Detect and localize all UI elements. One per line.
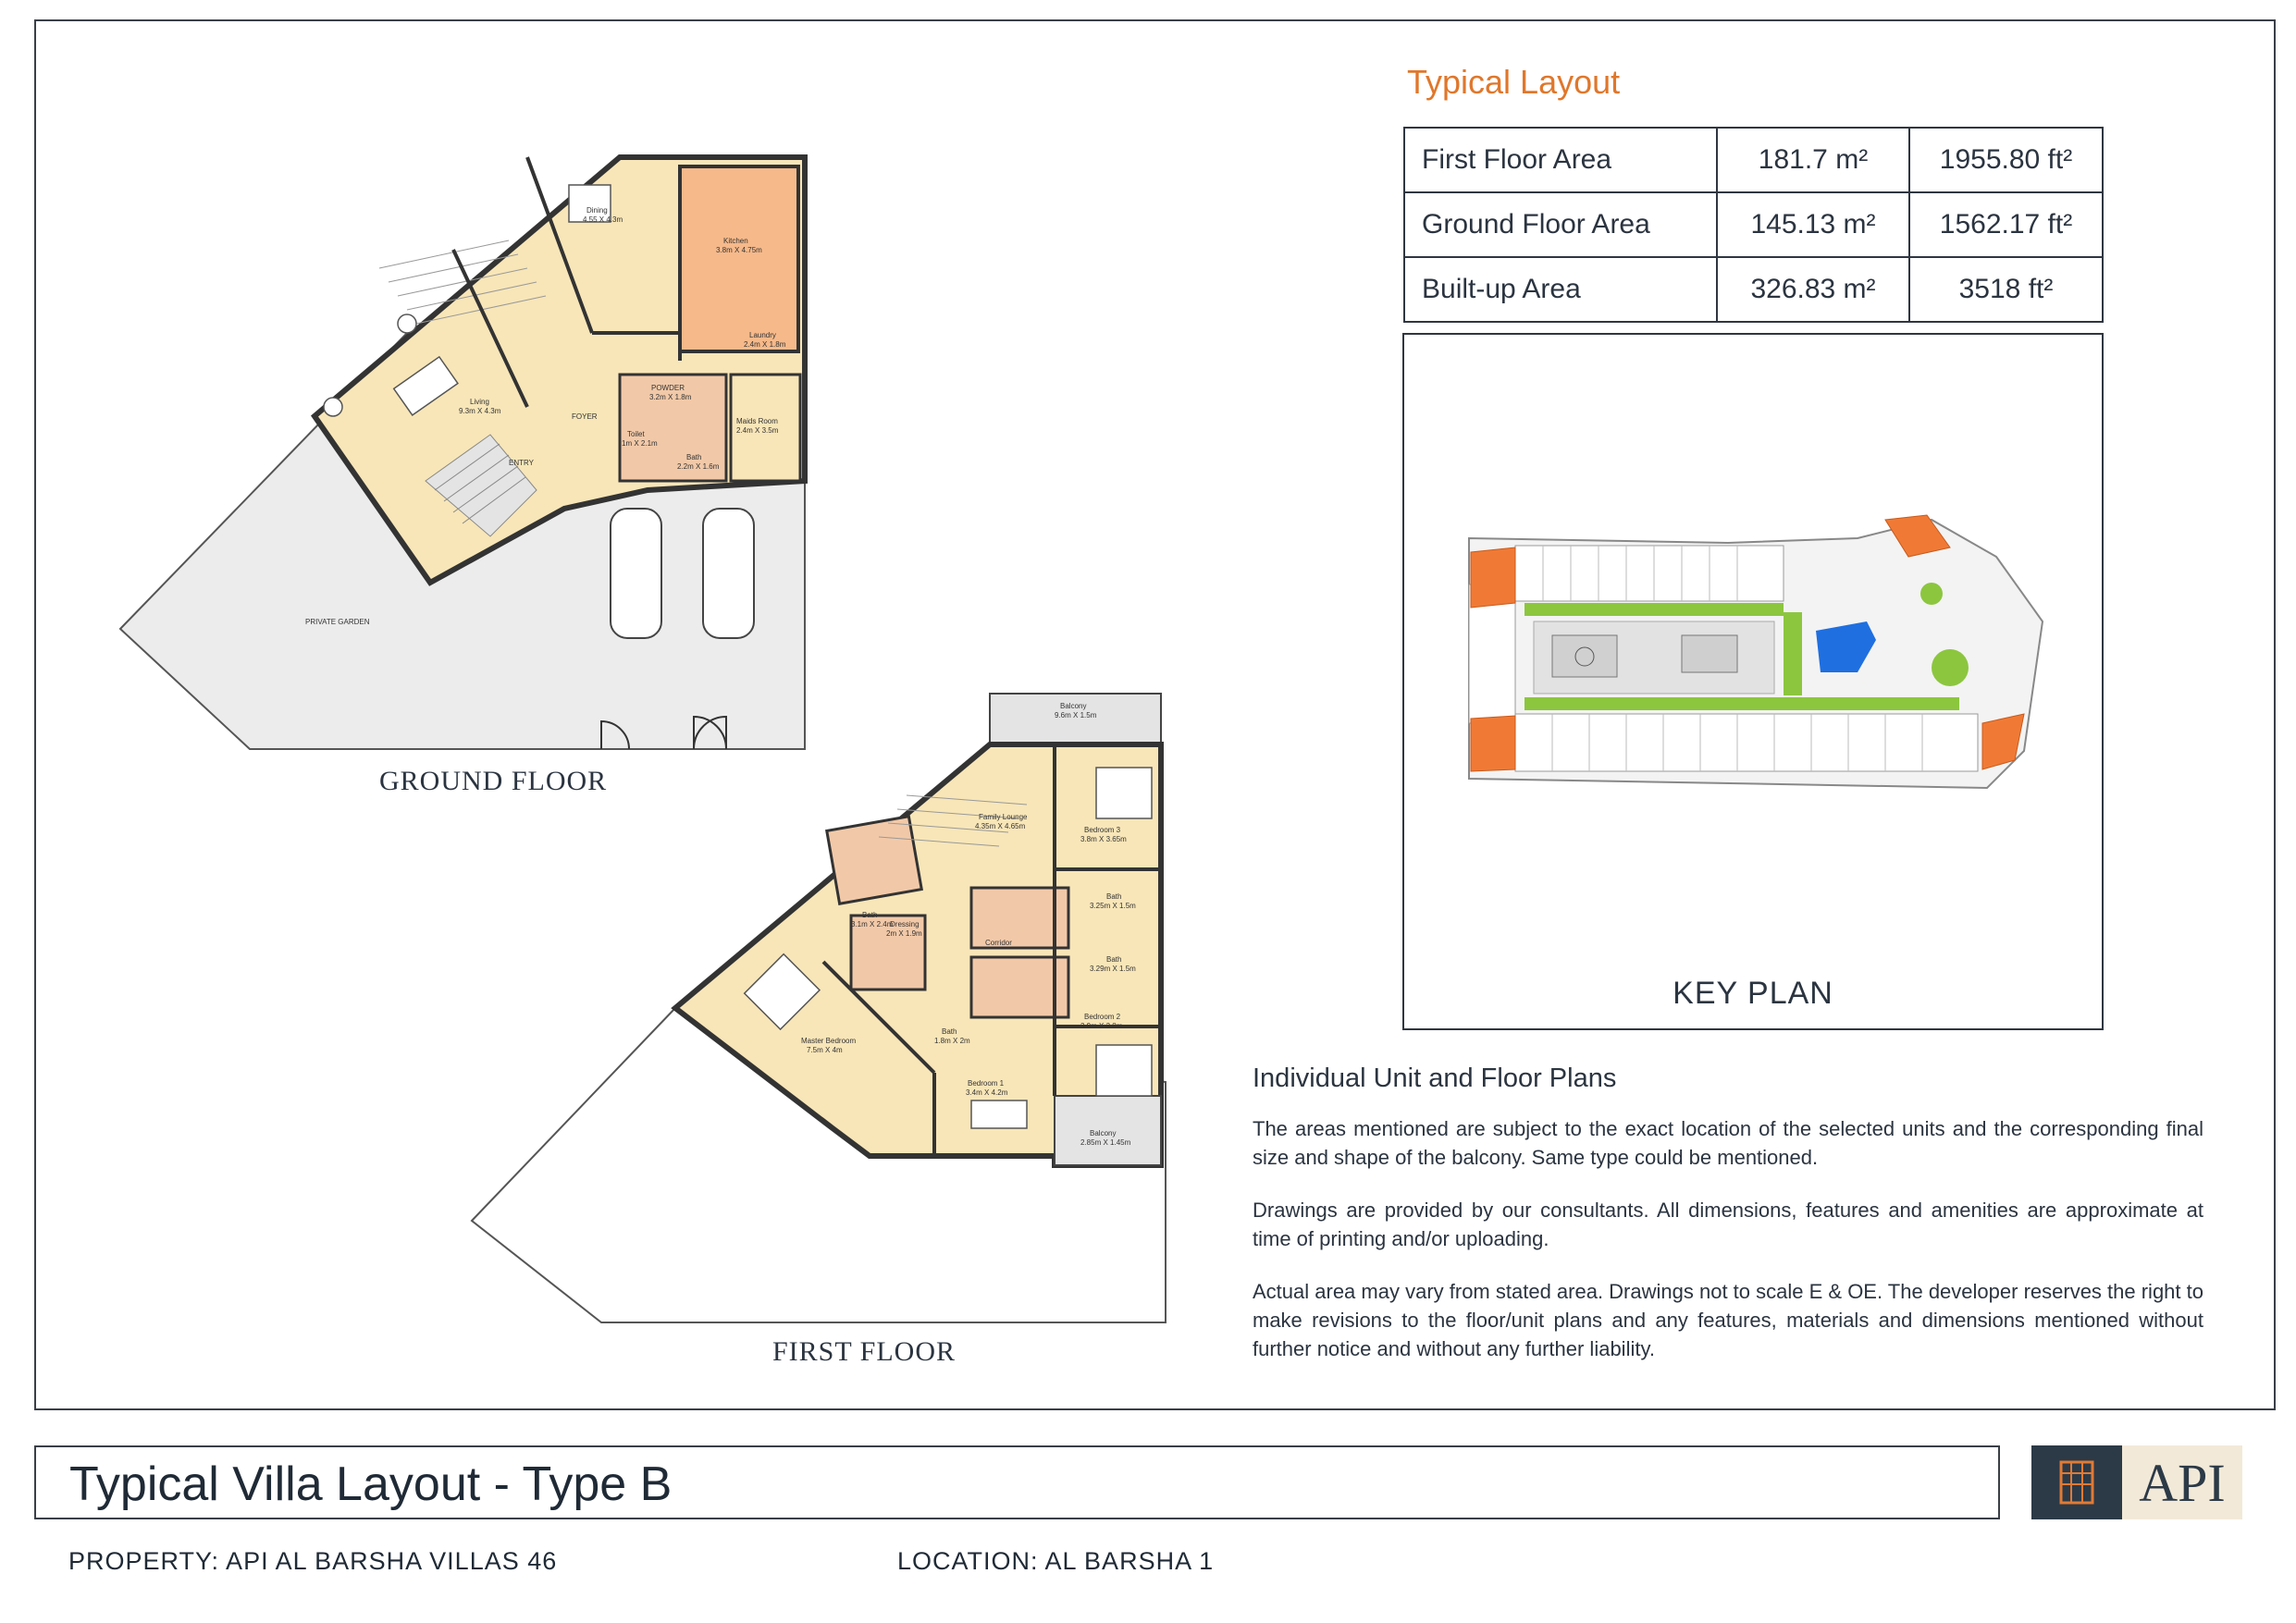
ff-balcony-top-dim: 9.6m X 1.5m xyxy=(1055,711,1097,719)
layout-title: Typical Layout xyxy=(1407,63,1621,101)
gf-powder-dim: 3.2m X 1.8m xyxy=(649,393,692,401)
ff-master-label: Master Bedroom xyxy=(801,1037,857,1045)
ff-bath-d-label: Bath xyxy=(942,1027,957,1036)
ff-bath-a-dim: 3.1m X 2.4m xyxy=(851,920,894,928)
ground-floor-plan xyxy=(120,157,805,749)
ff-balcony-bot-label: Balcony xyxy=(1090,1129,1117,1137)
notes-paragraph: Drawings are provided by our consultants. All dimensions, features and amenities are approximate at time of printing and/or uploading. xyxy=(1253,1199,2203,1250)
notes-heading: Individual Unit and Floor Plans xyxy=(1253,1064,1617,1093)
api-logo xyxy=(2031,1445,2242,1519)
notes-section xyxy=(1253,1064,2203,1387)
key-plan-label: KEY PLAN xyxy=(1673,976,1833,1011)
key-plan-box xyxy=(1402,333,2104,1030)
gf-dining-label: Dining xyxy=(586,206,608,215)
table-row xyxy=(1404,128,2103,192)
ff-bath-c-label: Bath xyxy=(1106,955,1122,964)
gf-toilet-dim: 1m X 2.1m xyxy=(622,439,658,448)
gf-entry-label: ENTRY xyxy=(509,459,534,467)
gf-living-dim: 9.3m X 4.3m xyxy=(459,407,501,415)
gf-kitchen-dim: 3.8m X 4.75m xyxy=(716,246,762,254)
area-metric: 181.7 m² xyxy=(1717,128,1909,192)
gf-bath-label: Bath xyxy=(686,453,702,461)
ff-dressing-dim: 2m X 1.9m xyxy=(886,929,922,938)
ff-bed3-dim: 3.8m X 3.65m xyxy=(1080,835,1127,843)
gf-maids-label: Maids Room xyxy=(736,417,778,425)
gf-toilet-label: Toilet xyxy=(627,430,645,438)
gf-maids-dim: 2.4m X 3.5m xyxy=(736,426,779,435)
area-metric: 326.83 m² xyxy=(1717,257,1909,322)
area-label: Built-up Area xyxy=(1404,257,1717,322)
first-floor-label: FIRST FLOOR xyxy=(772,1336,957,1367)
ff-bath-a-label: Bath xyxy=(862,911,878,919)
ff-bath-c-dim: 3.29m X 1.5m xyxy=(1090,965,1136,973)
ff-bed2-label: Bedroom 2 xyxy=(1084,1013,1121,1021)
floor-plans-drawing xyxy=(102,102,1240,1341)
ff-balcony-bot-dim: 2.85m X 1.45m xyxy=(1080,1138,1131,1147)
area-table xyxy=(1403,127,2104,323)
ff-family-label: Family Lounge xyxy=(979,813,1028,821)
gf-dining-dim: 4.55 X 4.3m xyxy=(583,215,623,224)
gf-garden-label: PRIVATE GARDEN xyxy=(305,618,370,626)
table-row xyxy=(1404,257,2103,322)
key-plan-map xyxy=(1450,483,2061,825)
area-imperial: 1955.80 ft² xyxy=(1909,128,2103,192)
ff-bed1-dim: 3.4m X 4.2m xyxy=(966,1088,1008,1097)
ff-balcony-top-label: Balcony xyxy=(1060,702,1087,710)
area-imperial: 1562.17 ft² xyxy=(1909,192,2103,257)
ff-bath-b-dim: 3.25m X 1.5m xyxy=(1090,902,1136,910)
table-row xyxy=(1404,192,2103,257)
page-title: Typical Villa Layout - Type B xyxy=(69,1457,673,1511)
ff-corridor-label: Corridor xyxy=(985,939,1012,947)
gf-bath-dim: 2.2m X 1.6m xyxy=(677,462,720,471)
ff-master-dim: 7.5m X 4m xyxy=(807,1046,843,1054)
ff-bed3-label: Bedroom 3 xyxy=(1084,826,1121,834)
logo-text: API xyxy=(2122,1445,2242,1519)
area-imperial: 3518 ft² xyxy=(1909,257,2103,322)
gf-foyer-label: FOYER xyxy=(572,412,598,421)
area-label: First Floor Area xyxy=(1404,128,1717,192)
gf-powder-label: POWDER xyxy=(651,384,685,392)
property-line: PROPERTY: API AL BARSHA VILLAS 46 xyxy=(68,1547,558,1575)
gf-kitchen-label: Kitchen xyxy=(723,237,748,245)
gf-laundry-dim: 2.4m X 1.8m xyxy=(744,340,786,349)
logo-mark xyxy=(2031,1445,2122,1519)
area-label: Ground Floor Area xyxy=(1404,192,1717,257)
title-bar xyxy=(34,1445,2000,1519)
ff-bed1-label: Bedroom 1 xyxy=(968,1079,1005,1088)
notes-paragraph: The areas mentioned are subject to the exact location of the selected units and the corresponding final size and shape of the balcony. Same type could be mentioned. xyxy=(1253,1117,2203,1169)
gf-laundry-label: Laundry xyxy=(749,331,776,339)
ff-family-dim: 4.35m X 4.65m xyxy=(975,822,1026,830)
ground-floor-label: GROUND FLOOR xyxy=(379,766,608,796)
area-metric: 145.13 m² xyxy=(1717,192,1909,257)
ff-dressing-label: Dressing xyxy=(890,920,920,928)
ff-bed2-dim: 3.9m X 3.8m xyxy=(1080,1022,1123,1030)
notes-paragraph: Actual area may vary from stated area. Drawings not to scale E & OE. The developer reserves the right to make revisions to the floor/unit plans and any features, materials and dimensions mentioned without further notice and without any further liability. xyxy=(1253,1280,2203,1360)
gf-living-label: Living xyxy=(470,398,489,406)
ff-bath-b-label: Bath xyxy=(1106,892,1122,901)
building-icon xyxy=(2031,1445,2122,1519)
ff-bath-d-dim: 1.8m X 2m xyxy=(934,1037,970,1045)
location-line: LOCATION: AL BARSHA 1 xyxy=(897,1547,1215,1575)
